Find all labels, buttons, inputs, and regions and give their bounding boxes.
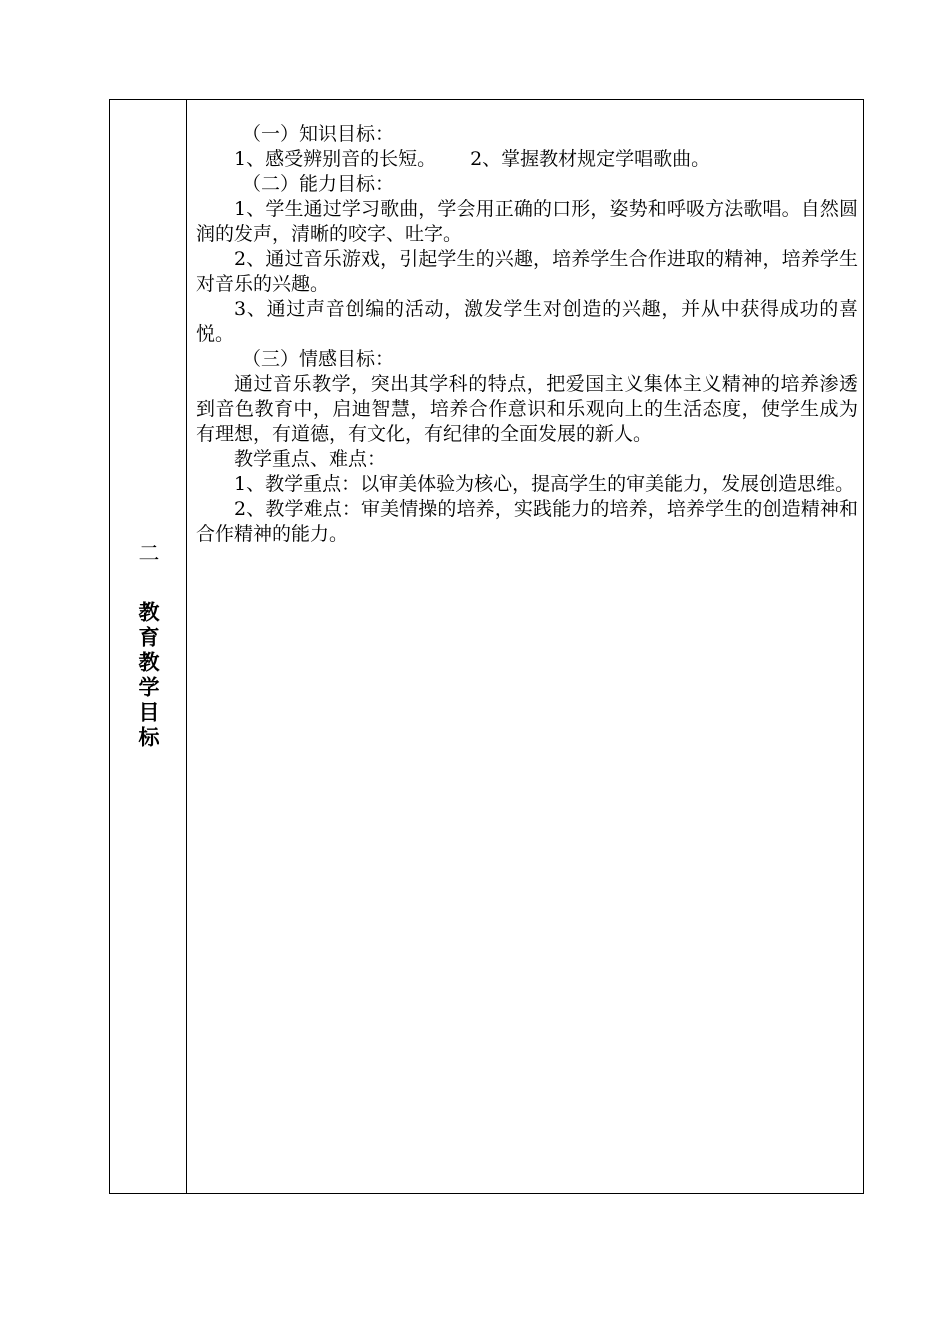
section-label [133, 542, 163, 751]
section-label-cell [110, 100, 187, 1193]
knowledge-item-2: 2、掌握教材规定学唱歌曲。 [470, 148, 711, 170]
key-point: 1、教学重点：以审美体验为核心，提高学生的审美能力，发展创造思维。 [234, 473, 855, 495]
section-number: 二 [136, 542, 160, 567]
knowledge-heading: （一）知识目标： [242, 123, 395, 145]
ability-heading: （二）能力目标： [242, 173, 395, 195]
objectives-content [196, 122, 858, 547]
ability-item-1: 1、学生通过学习歌曲，学会用正确的口形，姿势和呼吸方法歌唱。自然圆润的发声，清晰的咬字、吐字。 [196, 198, 858, 245]
ability-item-2: 2、通过音乐游戏，引起学生的兴趣，培养学生合作进取的精神，培养学生对音乐的兴趣。 [196, 248, 858, 295]
objectives-table [109, 99, 864, 1194]
knowledge-items [196, 147, 858, 172]
difficult-point: 2、教学难点：审美情操的培养，实践能力的培养，培养学生的创造精神和合作精神的能力。 [196, 498, 858, 545]
ability-item-3: 3、通过声音创编的活动，激发学生对创造的兴趣，并从中获得成功的喜悦。 [196, 298, 858, 345]
section-title: 教育教学目标 [136, 601, 160, 751]
emotion-text: 通过音乐教学，突出其学科的特点，把爱国主义集体主义精神的培养渗透到音色教育中，启迪智慧，培养合作意识和乐观向上的生活态度，使学生成为有理想，有道德，有文化，有纪律的全面发展的新人。 [196, 373, 858, 445]
emotion-heading: （三）情感目标： [242, 348, 395, 370]
key-difficult-heading: 教学重点、难点： [234, 448, 387, 470]
knowledge-item-1: 1、感受辨别音的长短。 [234, 148, 437, 170]
